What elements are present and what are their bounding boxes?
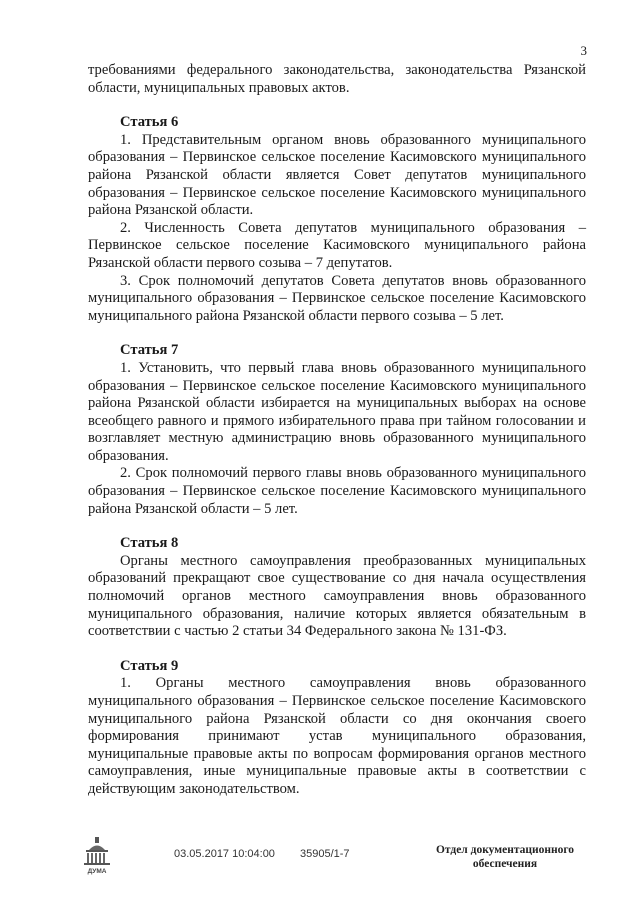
- article-9-paragraph-1: 1. Органы местного самоуправления вновь образованного муниципального образования – Первинское сельское поселение Касимовского муниципального района Рязанской области со дня окончания своего формирования принимают устав муниципального образования, муниципальные правовые акты по вопросам формирования органов местного самоуправления, иные муниципальные правовые акты в соответствии с действующим законодательством.: [88, 675, 586, 797]
- article-8-paragraph-1: Органы местного самоуправления преобразованных муниципальных образований прекращают свое существование со дня начала осуществления полномочий органов местного самоуправления вновь образованного муниципального образования, наличие которых является обязательным в соответствии с частью 2 статьи 34 Федерального закона № 131-ФЗ.: [88, 552, 586, 640]
- document-body: [88, 62, 586, 799]
- registration-timestamp: 03.05.2017 10:04:00: [174, 848, 275, 860]
- article-6-title: Статья 6: [120, 114, 179, 131]
- article-6-paragraph-3: 3. Срок полномочий депутатов Совета депутатов вновь образованного муниципального образования – Первинское сельское поселение Касимовского муниципального района Рязанской области первого созыва – 5 лет.: [88, 272, 586, 324]
- department-label: Отдел документационного обеспечения: [435, 844, 575, 870]
- article-7-paragraph-1: 1. Установить, что первый глава вновь образованного муниципального образования – Первинское сельское поселение Касимовского муниципального района Рязанской области избирается на муниципальных выборах на основе всеобщего равного и прямого избирательного права при тайном голосовании и возглавляет местную администрацию вновь образованного муниципального образования.: [88, 359, 586, 464]
- page-number: 3: [580, 43, 587, 58]
- article-8-title: Статья 8: [120, 535, 179, 552]
- article-6-paragraph-2: 2. Численность Совета депутатов муниципального образования – Первинское сельское поселение Касимовского муниципального района Рязанской области первого созыва – 7 депутатов.: [88, 219, 586, 271]
- logo-text: ДУМА: [87, 868, 107, 875]
- article-9-title: Статья 9: [120, 657, 179, 674]
- duma-building-icon: [80, 836, 114, 876]
- article-7-title: Статья 7: [120, 342, 179, 359]
- registration-stamp: [174, 848, 372, 860]
- article-6-paragraph-1: 1. Представительным органом вновь образованного муниципального образования – Первинское сельское поселение Касимовского муниципального района Рязанской области является Совет депутатов муниципального образования – Первинское сельское поселение Касимовского муниципального района Рязанской области.: [88, 131, 586, 219]
- article-7-paragraph-2: 2. Срок полномочий первого главы вновь образованного муниципального образования – Первинское сельское поселение Касимовского муниципального района Рязанской области – 5 лет.: [88, 465, 586, 517]
- registration-number: 35905/1-7: [300, 848, 350, 860]
- intro-paragraph: требованиями федерального законодательства, законодательства Рязанской области, муниципальных правовых актов.: [88, 62, 586, 96]
